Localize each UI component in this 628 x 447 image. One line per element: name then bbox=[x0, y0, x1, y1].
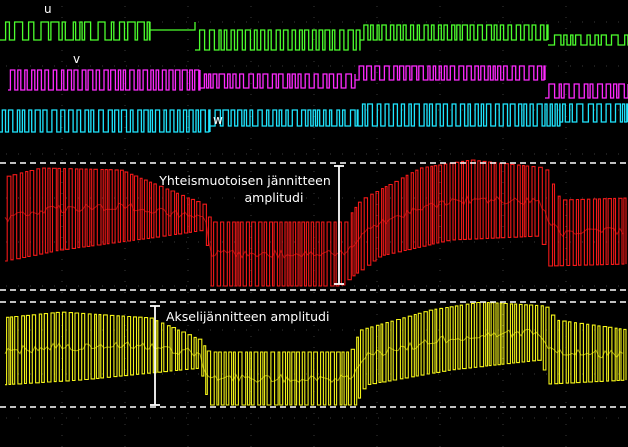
series-label-u: u bbox=[44, 2, 52, 16]
graticule-dots bbox=[6, 6, 619, 447]
axis-voltage-amplitude-label bbox=[166, 308, 329, 325]
series-label-v: v bbox=[73, 52, 81, 66]
axis-voltage-label-line-1: Akselijännitteen amplitudi bbox=[166, 309, 330, 324]
trace-u bbox=[0, 22, 628, 50]
common-mode-label-line-2: amplitudi bbox=[244, 190, 304, 205]
common-mode-amplitude-label bbox=[150, 172, 340, 206]
series-label-w: w bbox=[213, 113, 223, 127]
common-mode-label-line-1: Yhteismuotoisen jännitteen bbox=[159, 173, 331, 188]
trace-v bbox=[8, 66, 628, 98]
graticule-grid bbox=[6, 6, 619, 447]
